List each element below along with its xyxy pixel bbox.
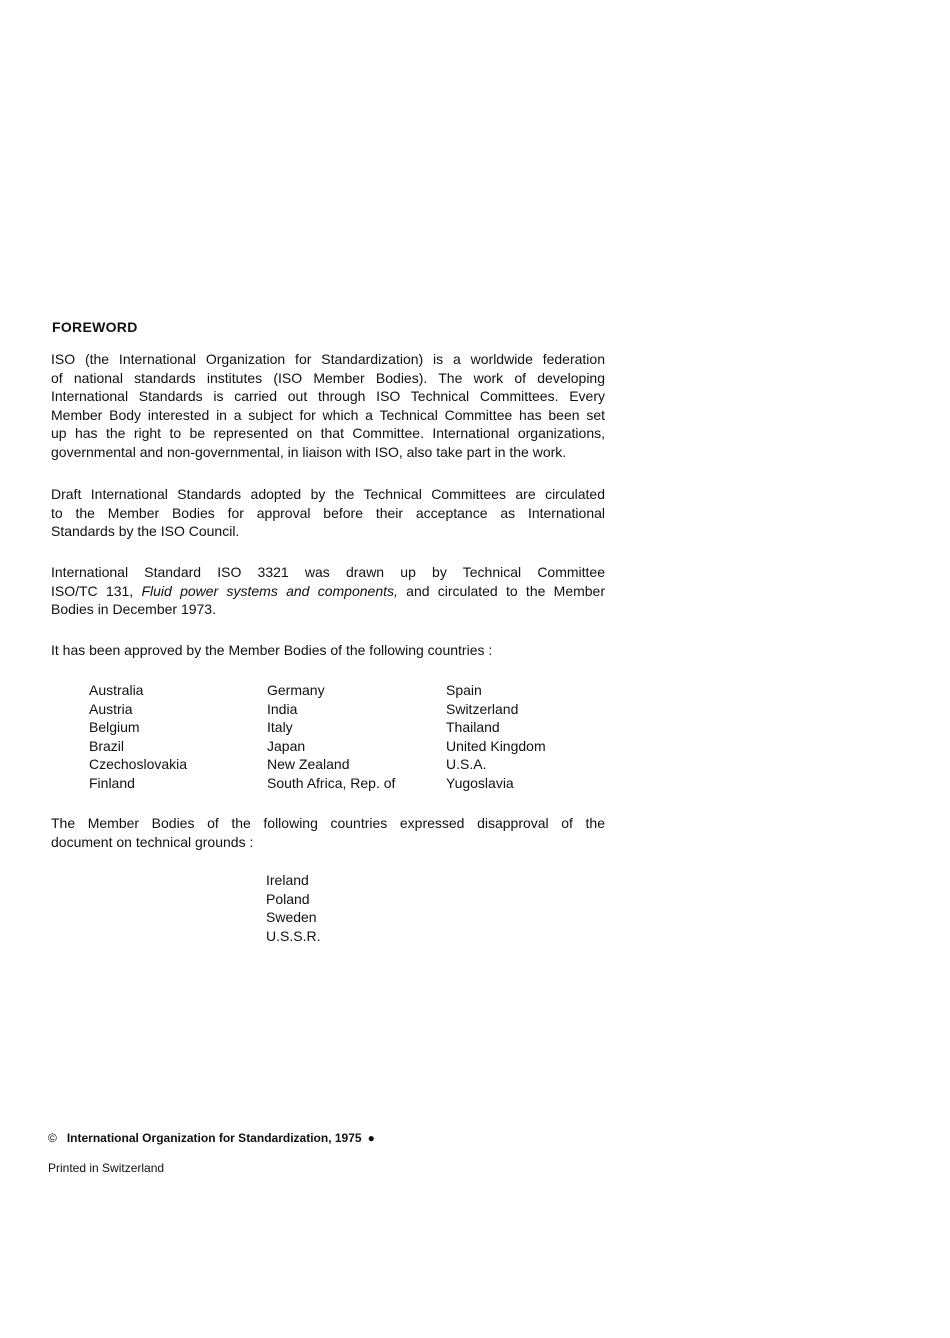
country-item: Poland bbox=[266, 890, 310, 907]
country-item: Finland bbox=[89, 774, 135, 791]
printed-in-note: Printed in Switzerland bbox=[48, 1161, 165, 1175]
committee-title: Fluid power systems and components, bbox=[141, 582, 398, 599]
paragraph-iso-3321 bbox=[51, 563, 605, 619]
country-column bbox=[267, 681, 395, 793]
country-item: Switzerland bbox=[446, 700, 519, 717]
text-line: ISO (the International Organization for Standardization) is a worldwide federation bbox=[51, 351, 605, 367]
country-item: Thailand bbox=[446, 719, 500, 736]
paragraph-iso-intro bbox=[51, 350, 605, 462]
country-item: India bbox=[267, 700, 298, 717]
country-item: Ireland bbox=[266, 872, 309, 888]
text-line: up has the right to be represented on that Committee. International organizations, bbox=[51, 425, 605, 442]
text-line: Draft International Standards adopted by the Technical Committees are circulated bbox=[51, 486, 605, 502]
country-item: Belgium bbox=[89, 719, 140, 736]
country-item: Germany bbox=[267, 682, 325, 698]
country-column bbox=[446, 681, 546, 793]
country-item: Japan bbox=[267, 737, 306, 754]
country-item: Austria bbox=[89, 700, 133, 717]
paragraph-approved-intro bbox=[51, 641, 605, 660]
country-item: U.S.S.R. bbox=[266, 927, 321, 944]
text-line: governmental and non-governmental, in liaison with ISO, also take part in the work. bbox=[51, 443, 567, 460]
copyright-notice bbox=[48, 1131, 375, 1145]
bullet-icon: ● bbox=[367, 1131, 375, 1145]
text-line: Standards by the ISO Council. bbox=[51, 523, 240, 540]
text-line bbox=[51, 582, 605, 601]
text-line: Member Body interested in a subject for which a Technical Committee has been set bbox=[51, 406, 605, 423]
country-item: Sweden bbox=[266, 909, 317, 926]
foreword-heading: FOREWORD bbox=[52, 319, 138, 335]
text-line: to the Member Bodies for approval before their acceptance as International bbox=[51, 504, 605, 521]
country-column bbox=[89, 681, 187, 793]
disapproved-countries-list bbox=[266, 871, 320, 945]
country-item: Italy bbox=[267, 719, 293, 736]
text-fragment: and circulated to the Member bbox=[397, 582, 606, 599]
copyright-icon: © bbox=[48, 1131, 57, 1145]
country-item: South Africa, Rep. of bbox=[267, 774, 396, 791]
country-item: United Kingdom bbox=[446, 737, 546, 754]
text-line: International Standards is carried out through ISO Technical Committees. Every bbox=[51, 388, 605, 405]
text-line: International Standard ISO 3321 was drawn up by Technical Committee bbox=[51, 564, 605, 580]
country-item: Yugoslavia bbox=[446, 774, 514, 791]
country-item: Australia bbox=[89, 682, 144, 698]
text-line: document on technical grounds : bbox=[51, 833, 254, 850]
committee-ref: ISO/TC 131, bbox=[51, 582, 142, 599]
text-line: The Member Bodies of the following countries expressed disapproval of the bbox=[51, 815, 605, 831]
country-item: U.S.A. bbox=[446, 756, 487, 773]
country-item: Brazil bbox=[89, 737, 125, 754]
country-item: New Zealand bbox=[267, 756, 350, 773]
text-line: of national standards institutes (ISO Member Bodies). The work of developing bbox=[51, 369, 605, 386]
country-item: Czechoslovakia bbox=[89, 756, 188, 773]
country-item: Spain bbox=[446, 682, 482, 698]
copyright-text: International Organization for Standardization, 1975 bbox=[66, 1131, 362, 1145]
text-line: Bodies in December 1973. bbox=[51, 601, 216, 618]
paragraph-draft-standards bbox=[51, 485, 605, 541]
text-line: It has been approved by the Member Bodies of the following countries : bbox=[51, 642, 493, 658]
paragraph-disapproval-intro bbox=[51, 814, 605, 851]
